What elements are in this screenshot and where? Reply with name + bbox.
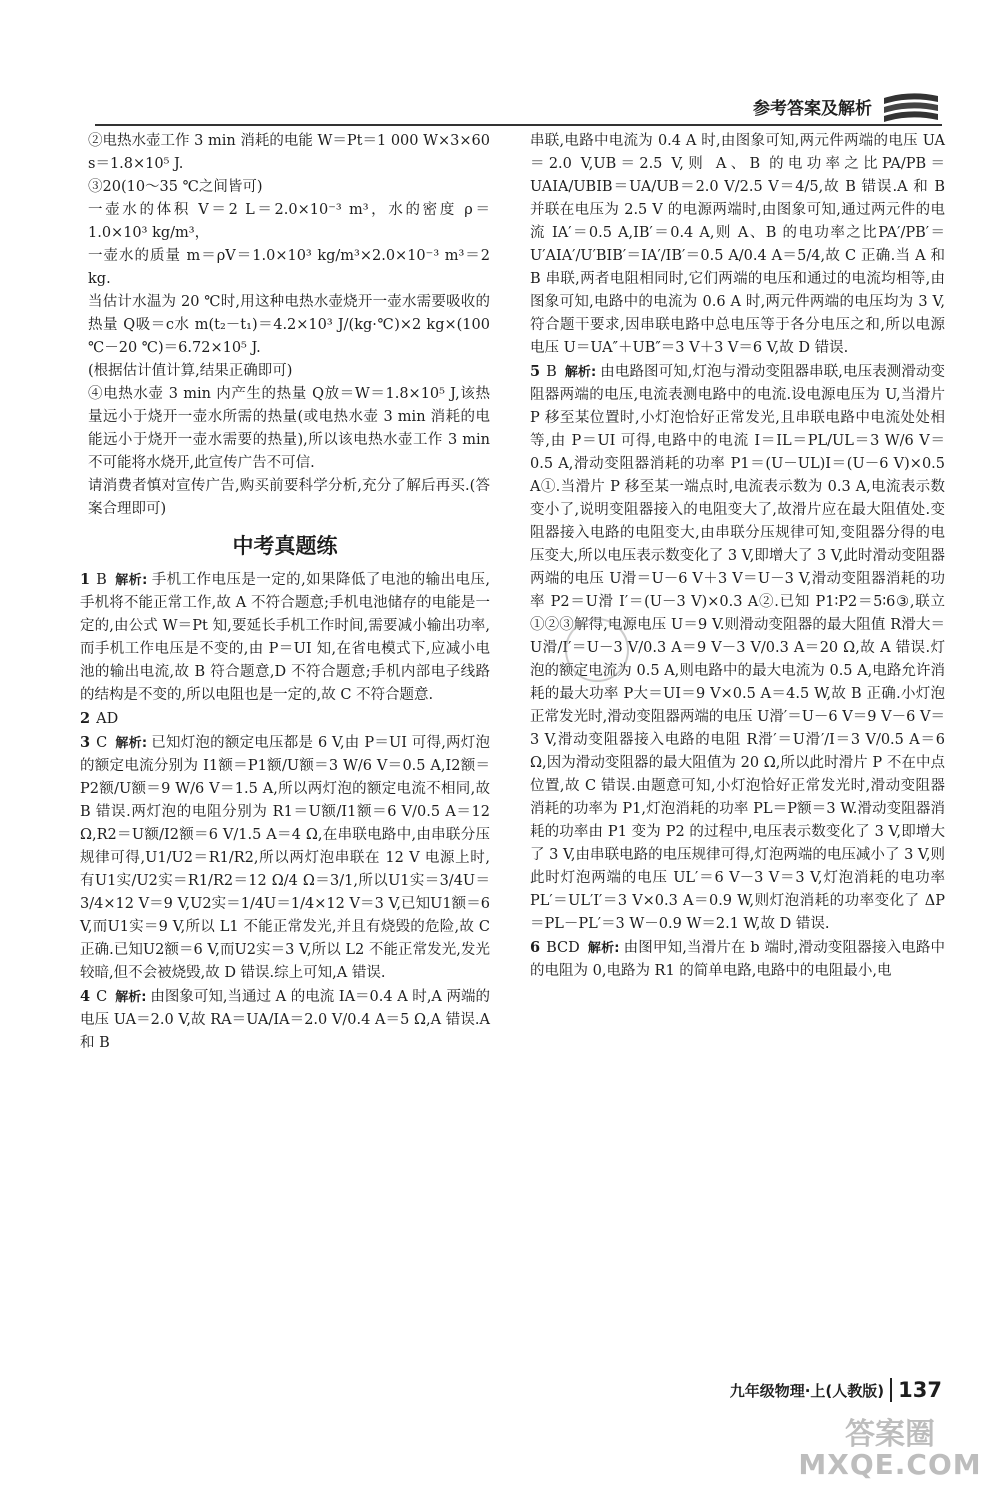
question-4-continued: 串联,电路中电流为 0.4 A 时,由图象可知,两元件两端的电压 UA＝2.0 V,UB＝2.5 V,则 A、B 的电功率之比PA/PB＝UAIA/UBIB＝UA/UB＝2.0 V/2.5 V＝4/5,故 B 错误.A 和 B 并联在电压为 2.5 V 的电源两端时,由图象可知,通过两元件的电流 IA′＝0.5 A,IB′＝0.4 A,则 A、B 的电功率之比PA′/PB′＝U′AIA′/U′BIB′＝IA′/IB′＝0.5 A/0.4 A＝5/4,故 C 正确.当 A 和 B 串联,两者电阻相同时,它们两端的电压和通过的电流均相等,由图象可知,电路中的电流为 0.6 A 时,两元件两端的电压均为 3 V,符合题干要求,因串联电路中总电压等于各分电压之和,所以电源电压 U＝UA″＋UB″＝3 V＋3 V＝6 V,故 D 错误. [530,133,945,356]
watermark-text: 答案圈 [845,1417,935,1452]
text-line: ②电热水壶工作 3 min 消耗的电能 W＝Pt＝1 000 W×3×60 s＝1.8×10⁵ J. [88,133,490,172]
analysis-label: 解析: [114,573,148,588]
page-footer [730,1378,942,1402]
text-line: 当估计水温为 20 ℃时,用这种电热水壶烧开一壶水需要吸收的热量 Q吸＝c水 m(t₂－t₁)＝4.2×10³ J/(kg·℃)×2 kg×(100 ℃－20 ℃)＝6.72×10⁵ J. [88,294,490,356]
analysis-text: 已知灯泡的额定电压都是 6 V,由 P＝UI 可得,两灯泡的额定电流分别为 I1额＝P1额/U额＝3 W/6 V＝0.5 A,I2额＝P2额/U额＝9 W/6 V＝1.5 A,所以两灯泡的额定电流不相同,故 B 错误.两灯泡的电阻分别为 R1＝U额/I1额＝6 V/0.5 A＝12 Ω,R2＝U额/I2额＝6 V/1.5 A＝4 Ω,在串联电路中,由串联分压规律可得,U1/U2＝R1/R2,所以两灯泡串联在 12 V 电源上时,有U1实/U2实＝R1/R2＝12 Ω/4 Ω＝3/1,所以U1实＝3/4U＝3/4×12 V＝9 V,U2实＝1/4U＝1/4×12 V＝3 V,已知U1额＝6 V,而U1实＝9 V,所以 L1 不能正常发光,并且有烧毁的危险,故 C 正确.已知U2额＝6 V,而U2实＝3 V,所以 L2 不能正常发光,发光较暗,但不会被烧毁,故 D 错误.综上可知,A 错误. [80,735,490,981]
page-header [95,88,942,128]
question-4 [80,985,490,1055]
answer: B [546,364,557,380]
text-line: (根据估计值计算,结果正确即可) [88,363,293,379]
question-number: 4 [80,988,91,1005]
analysis-label: 解析: [587,941,620,956]
question-number: 6 [530,939,541,956]
book-title: 九年级物理·上(人教版) [729,1381,885,1400]
answer: AD [96,711,119,727]
stamp-icon [565,618,629,682]
text-line: 请消费者慎对宣传广告,购买前要科学分析,充分了解后再买.(答案合理即可) [88,478,490,517]
text-line: ③20(10～35 ℃之间皆可) [88,179,263,195]
question-number: 2 [80,710,91,727]
analysis-text: 由电路图可知,灯泡与滑动变阻器串联,电压表测滑动变阻器两端的电压,电流表测电路中的电流.设电源电压为 U,当滑片 P 移至某位置时,小灯泡恰好正常发光,且串联电路中电流处处相等,由 P＝UI 可得,电路中的电流 I＝IL＝PL/UL＝3 W/6 V＝0.5 A,滑动变阻器消耗的功率 P1＝(U－UL)I＝(U－6 V)×0.5 A①.当滑片 P 移至某一端点时,电流表示数为 0.3 A,电流表示数变小了,说明变阻器接入的电阻变大了,故滑片应在最大阻值处.变阻器接入电路的电阻变大,由串联分压规律可知,变阻器分得的电压变大,所以电压表示数变化了 3 V,即增大了 3 V,此时滑动变阻器两端的电压 U滑＝U－6 V＋3 V＝U－3 V,滑动变阻器消耗的功率 P2＝U滑 I′＝(U－3 V)×0.3 A②.已知 P1∶P2＝5∶6③,联立①②③解得,电源电压 U＝9 V.则滑动变阻器的最大阻值 R滑大＝U滑/I′＝U－3 V/0.3 A＝9 V－3 V/0.3 A＝20 Ω,故 A 错误.灯泡的额定电流为 0.5 A,则电路中的最大电流为 0.5 A,电路允许消耗的最大功率 P大＝UI＝9 V×0.5 A＝4.5 W,故 B 正确.小灯泡正常发光时,滑动变阻器两端的电压 U滑′＝U－6 V＝9 V－6 V＝3 V,滑动变阻器接入电路的电阻 R滑′＝U滑′/I＝3 V/0.5 A＝6 Ω,因为滑动变阻器的最大阻值为 20 Ω,所以此时滑片 P 不在中点位置,故 C 错误.由题意可知,小灯泡恰好正常发光时,滑动变阻器消耗的功率为 P1,灯泡消耗的功率 PL＝P额＝3 W.滑动变阻器消耗的功率由 P1 变为 P2 的过程中,电压表示数变化了 3 V,即增大了 3 V,由串联电路的电压规律可得,灯泡两端的电压减小了 3 V,则此时灯泡两端的电压 UL′＝6 V－3 V＝3 V,灯泡消耗的电功率 PL′＝UL′I′＝3 V×0.3 A＝0.9 W,则灯泡消耗的功率变化了 ΔP＝PL－PL′＝3 W－0.9 W＝2.1 W,故 D 错误. [530,364,945,932]
analysis-label: 解析: [115,736,148,751]
books-logo-icon [880,88,942,128]
analysis-text: 由图象可知,当通过 A 的电流 IA＝0.4 A 时,A 两端的电压 UA＝2.0 V,故 RA＝UA/IA＝2.0 V/0.4 A＝5 Ω,A 错误.A 和 B [80,989,491,1051]
watermark-url: MXQE.COM [798,1448,982,1481]
question-2 [80,707,490,731]
question-6 [530,936,945,983]
page-number: 137 [890,1378,942,1402]
header-title: 参考答案及解析 [753,99,872,119]
analysis-text: 手机工作电压是一定的,如果降低了电池的输出电压,手机将不能正常工作,故 A 不符合题意;手机电池储存的电能是一定的,由公式 W＝Pt 知,要延长手机工作时间,需要减小输出功率,而手机工作电压是不变的,由 P＝UI 知,在省电模式下,应减小电池的输出电流,故 B 符合题意,D 不符合题意;手机内部电子线路的结构是不变的,所以电阻也是一定的,故 C 不符合题意. [80,572,490,703]
text-line: 一壶水的质量 m＝ρV＝1.0×10³ kg/m³×2.0×10⁻³ m³＝2 kg. [88,248,490,287]
question-number: 3 [80,734,91,751]
question-3 [80,731,490,985]
analysis-text: 由图甲知,当滑片在 b 端时,滑动变阻器接入电路中的电阻为 0,电路为 R1 的简单电路,电路中的电阻最小,电 [530,940,946,979]
question-number: 5 [530,363,541,380]
answer: B [96,572,107,588]
header-rule [95,124,942,126]
analysis-label: 解析: [115,990,147,1005]
left-column [80,130,490,1055]
question-number: 1 [80,571,91,588]
answer: C [96,735,108,751]
answer: BCD [546,940,580,956]
answer: C [96,989,108,1005]
text-line: 一壶水的体积 V＝2 L＝2.0×10⁻³ m³，水的密度 ρ＝1.0×10³ kg/m³， [88,202,490,241]
question-1 [80,568,490,707]
section-title: 中考真题练 [232,534,338,558]
analysis-label: 解析: [564,365,597,380]
watermark [790,1417,990,1486]
right-column [530,130,945,983]
text-line: ④电热水壶 3 min 内产生的热量 Q放＝W＝1.8×10⁵ J,该热量远小于烧开一壶水所需的热量(或电热水壶 3 min 消耗的电能远小于烧开一壶水需要的热量),所以该电热水壶工作 3 min 不可能将水烧开,此宣传广告不可信. [88,386,490,471]
